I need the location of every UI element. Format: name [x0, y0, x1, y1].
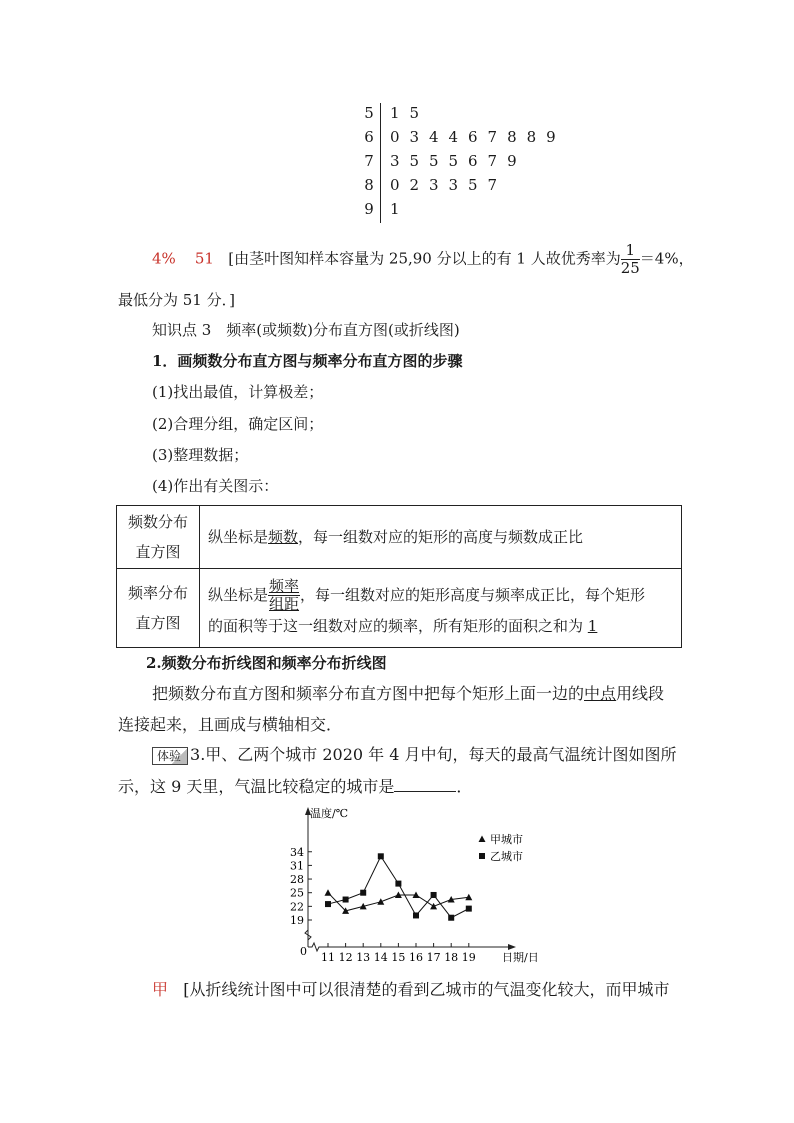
answer-value: 甲: [152, 980, 169, 999]
y-tick-label: 19: [290, 914, 304, 927]
stem: 5: [364, 104, 374, 122]
cell-text: ，每一组数对应的矩形的高度与频数成正比: [298, 528, 584, 546]
leaves: 0 2 3 3 5 7: [390, 176, 500, 194]
head-line: 直方图: [135, 614, 181, 632]
leaves: 0 3 4 4 6 7 8 8 9: [390, 128, 559, 146]
x-tick-label: 11: [321, 951, 335, 964]
stem-leaf-row: [362, 200, 562, 224]
paragraph-line: 连接起来，且画成与横轴相交．: [118, 715, 343, 734]
x-tick-label: 18: [444, 951, 459, 964]
fraction-numerator: 频率: [269, 577, 300, 596]
table-head-cell: [117, 506, 200, 569]
chart-legend: [479, 833, 524, 863]
x-axis-arrow: [508, 944, 516, 950]
cell-line: [208, 577, 681, 614]
data-point: [343, 897, 349, 903]
question-line: [152, 745, 677, 765]
data-point: [377, 898, 384, 905]
step-item: (2)合理分组，确定区间；: [152, 415, 324, 433]
table-body-cell: [200, 506, 682, 569]
fraction: [621, 242, 640, 277]
x-axis: [308, 943, 508, 951]
fraction-denominator: 25: [620, 259, 640, 277]
x-tick-label: 12: [338, 951, 353, 964]
data-point: [431, 892, 437, 898]
step-item: (1)找出最值，计算极差；: [152, 383, 324, 401]
step-item: (3)整理数据；: [152, 446, 249, 464]
stem: 9: [364, 200, 374, 218]
fraction-numerator: 1: [621, 242, 640, 260]
question-end: ．: [456, 777, 473, 796]
paragraph-text: 把频数分布直方图和频率分布直方图中把每个矩形上面一边的: [152, 684, 585, 703]
head-line: 频率分布: [127, 584, 188, 602]
legend-label: 甲城市: [490, 833, 523, 846]
question-text: 3.甲、乙两个城市 2020 年 4 月中旬，每天的最高气温统计图如图所: [190, 745, 677, 764]
data-point: [430, 903, 437, 910]
stem-leaf-row: [362, 176, 562, 200]
leaves: 1: [390, 200, 403, 218]
table-body-cell: [200, 569, 682, 648]
temperature-line-chart: [280, 805, 540, 970]
table-row: [117, 569, 682, 648]
stem-divider: [380, 103, 381, 223]
question-text: 示，这 9 天里，气温比较稳定的城市是: [118, 777, 395, 796]
step-item: (4)作出有关图示：: [152, 477, 279, 495]
answer-line-3: [152, 980, 670, 1000]
data-point: [360, 890, 366, 896]
cell-text: 纵坐标是: [208, 585, 269, 604]
chart-ticks: [290, 846, 476, 964]
stem-leaf-row: [362, 128, 562, 152]
fraction: [268, 578, 300, 613]
y-tick-label: 28: [290, 873, 304, 887]
series-line-yi: [328, 856, 469, 917]
head-line: 直方图: [135, 543, 181, 561]
data-point: [466, 906, 472, 912]
y-tick-label: 25: [290, 886, 304, 900]
section-title: 知识点 3 频率(或频数)分布直方图(或折线图): [152, 321, 460, 339]
data-point: [378, 853, 384, 859]
legend-marker: [479, 853, 485, 859]
table-row: [117, 506, 682, 569]
legend-label: 乙城市: [490, 850, 523, 863]
data-point: [325, 901, 331, 907]
answer-explanation: [从折线统计图中可以很清楚的看到乙城市的气温变化较大，而甲城市: [183, 980, 670, 999]
data-point: [413, 912, 419, 918]
key-term: 1: [587, 617, 598, 636]
x-tick-label: 19: [461, 951, 476, 964]
paragraph-text: 用线段: [616, 684, 665, 703]
leaves: 3 5 5 5 6 7 9: [390, 152, 520, 170]
x-tick-label: 13: [356, 951, 371, 964]
subsection-title: 1．画频数分布直方图与频率分布直方图的步骤: [152, 352, 463, 370]
x-tick-label: 14: [373, 951, 388, 964]
cell-text: 纵坐标是: [208, 528, 269, 546]
data-point: [325, 889, 332, 896]
leaves: 1 5: [390, 104, 422, 122]
stem: 8: [364, 176, 374, 194]
question-line: [118, 777, 472, 797]
subsection-title: 2.频数分布折线图和频率分布折线图: [146, 654, 387, 672]
paragraph-line: [152, 684, 664, 704]
stem-leaf-row: [362, 152, 562, 176]
definition-table: [116, 505, 682, 648]
y-tick-label: 34: [290, 845, 304, 859]
head-line: 频数分布: [127, 513, 188, 531]
stem-leaf-row: [362, 104, 562, 128]
answer-blank: [394, 777, 456, 792]
answer-line-1: [152, 242, 694, 277]
data-point: [448, 915, 454, 921]
stem: 6: [364, 128, 374, 146]
stem: 7: [364, 152, 374, 170]
key-term: 中点: [584, 684, 617, 703]
data-point: [465, 894, 472, 901]
answer-value: 4%: [152, 249, 176, 268]
legend-marker: [479, 836, 486, 843]
data-point: [395, 881, 401, 887]
origin-label: 0: [300, 945, 307, 958]
answer-explanation-end: ＝4%，: [639, 249, 694, 268]
y-tick-label: 22: [290, 900, 304, 914]
cell-text: 的面积等于这一组数对应的频率，所有矩形的面积之和为: [208, 617, 584, 636]
chart-axes: [300, 806, 539, 964]
y-tick-label: 31: [290, 859, 304, 873]
fraction-denominator: 组距: [269, 595, 300, 614]
answer-line-2: 最低分为 51 分．]: [118, 291, 235, 309]
x-tick-label: 15: [391, 951, 406, 964]
key-term: 频数: [268, 528, 299, 546]
y-axis-label: 温度/℃: [310, 807, 349, 820]
x-tick-label: 16: [409, 951, 423, 964]
x-axis-label: 日期/日: [502, 951, 539, 964]
cell-text: ，每一组数对应的矩形高度与频率成正比，每个矩形: [300, 585, 646, 604]
x-tick-label: 17: [426, 951, 441, 964]
cell-line: [208, 613, 681, 639]
chart-series: [325, 853, 473, 920]
table-head-cell: [117, 569, 200, 648]
experience-badge: 体验: [152, 747, 188, 765]
answer-explanation: [由茎叶图知样本容量为 25,90 分以上的有 1 人故优秀率为: [228, 249, 621, 268]
answer-value: 51: [194, 249, 214, 268]
